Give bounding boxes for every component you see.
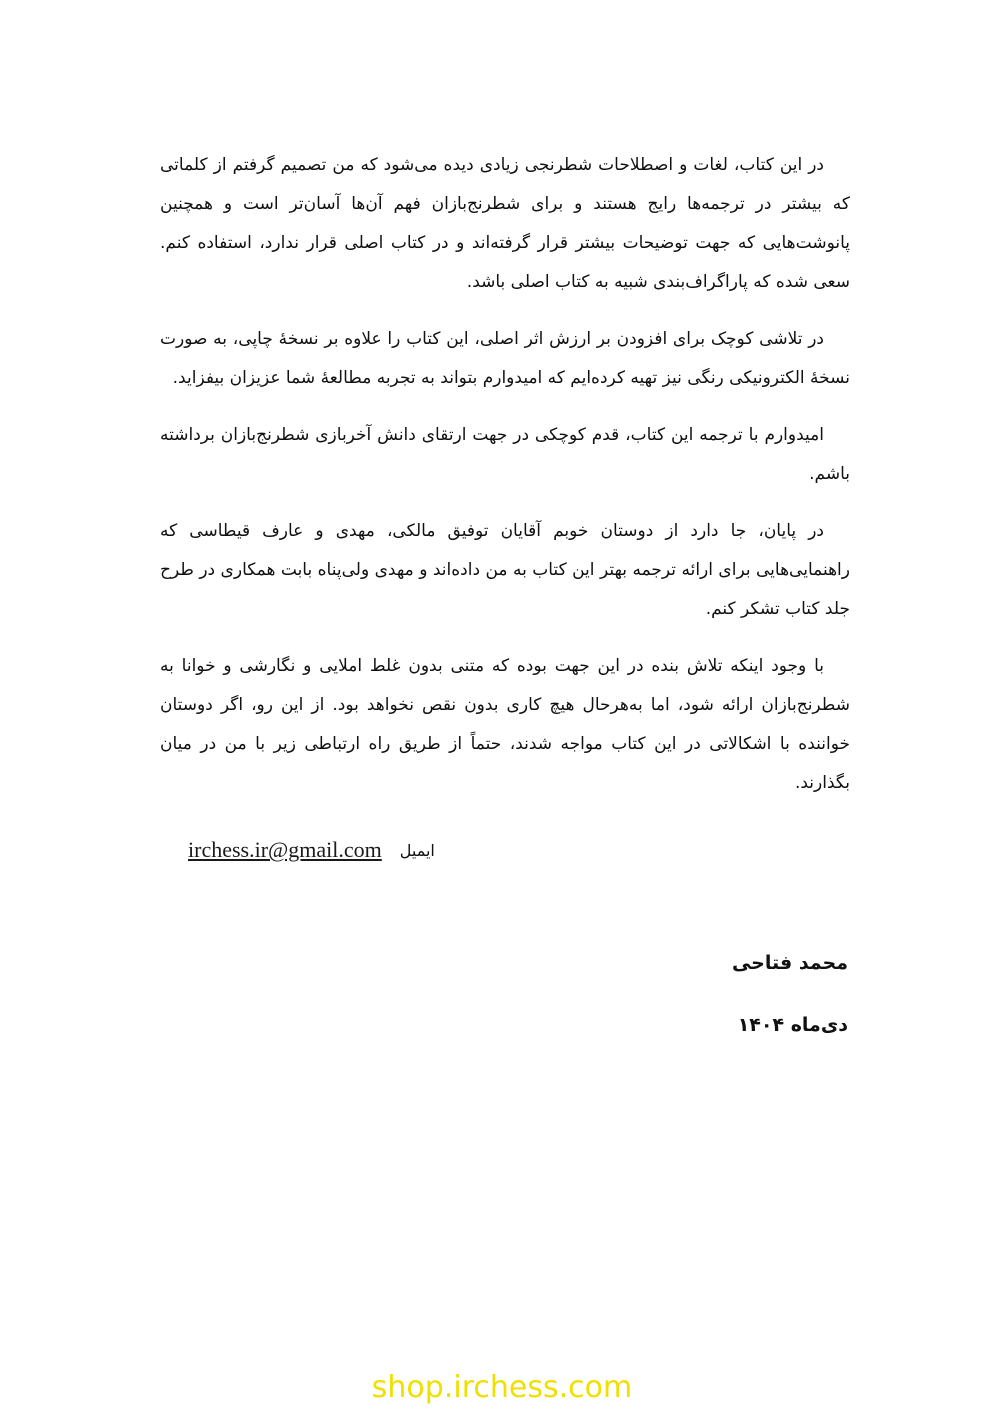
signature-date: دی‌ماه ۱۴۰۴	[737, 1014, 848, 1036]
paragraph-electronic-edition: در تلاشی کوچک برای افزودن بر ارزش اثر اصلی، این کتاب را علاوه بر نسخهٔ چاپی، به صورت نسخهٔ الکترونیکی رنگی نیز تهیه کرده‌ایم که امیدوارم بتواند به تجربه مطالعهٔ شما عزیزان بیفزاید.	[160, 329, 850, 388]
preface-body	[160, 146, 850, 821]
paragraph-thanks: در پایان، جا دارد از دوستان خوبم آقایان توفیق مالکی، مهدی و عارف قیطاسی که راهنمایی‌هایی برای ارائه ترجمه بهتر این کتاب به من داده‌اند و مهدی ولی‌پناه بابت همکاری در طرح جلد کتاب تشکر کنم.	[160, 521, 850, 619]
paragraph-terminology: در این کتاب، لغات و اصطلاحات شطرنجی زیادی دیده می‌شود که من تصمیم گرفتم از کلماتی که بیشتر در ترجمه‌ها رایج هستند و برای شطرنج‌بازان فهم آن‌ها آسان‌تر است و همچنین پانوشت‌هایی که جهت توضیحات بیشتر قرار گرفته‌اند و در کتاب اصلی قرار ندارد، استفاده کنم. سعی شده که پاراگراف‌بندی شبیه به کتاب اصلی باشد.	[160, 155, 850, 292]
contact-row	[188, 830, 488, 870]
author-name: محمد فتاحی	[731, 952, 848, 974]
email-link[interactable]: irchess.ir@gmail.com	[188, 837, 382, 862]
signature-block	[732, 945, 848, 1069]
paragraph-hope: امیدوارم با ترجمه این کتاب، قدم کوچکی در جهت ارتقای دانش آخربازی شطرنج‌بازان برداشته باشم.	[160, 425, 850, 484]
email-label: ایمیل	[399, 840, 435, 860]
footer-watermark: shop.irchess.com	[371, 1370, 633, 1405]
paragraph-errata: با وجود اینکه تلاش بنده در این جهت بوده که متنی بدون غلط املایی و نگارشی و خوانا به شطرنج‌بازان ارائه شود، اما به‌هرحال هیچ کاری بدون نقص نخواهد بود. از این رو، اگر دوستان خواننده با اشکالاتی در این کتاب مواجه شدند، حتماً از طریق راه ارتباطی زیر با من در میان بگذارند.	[160, 656, 850, 793]
